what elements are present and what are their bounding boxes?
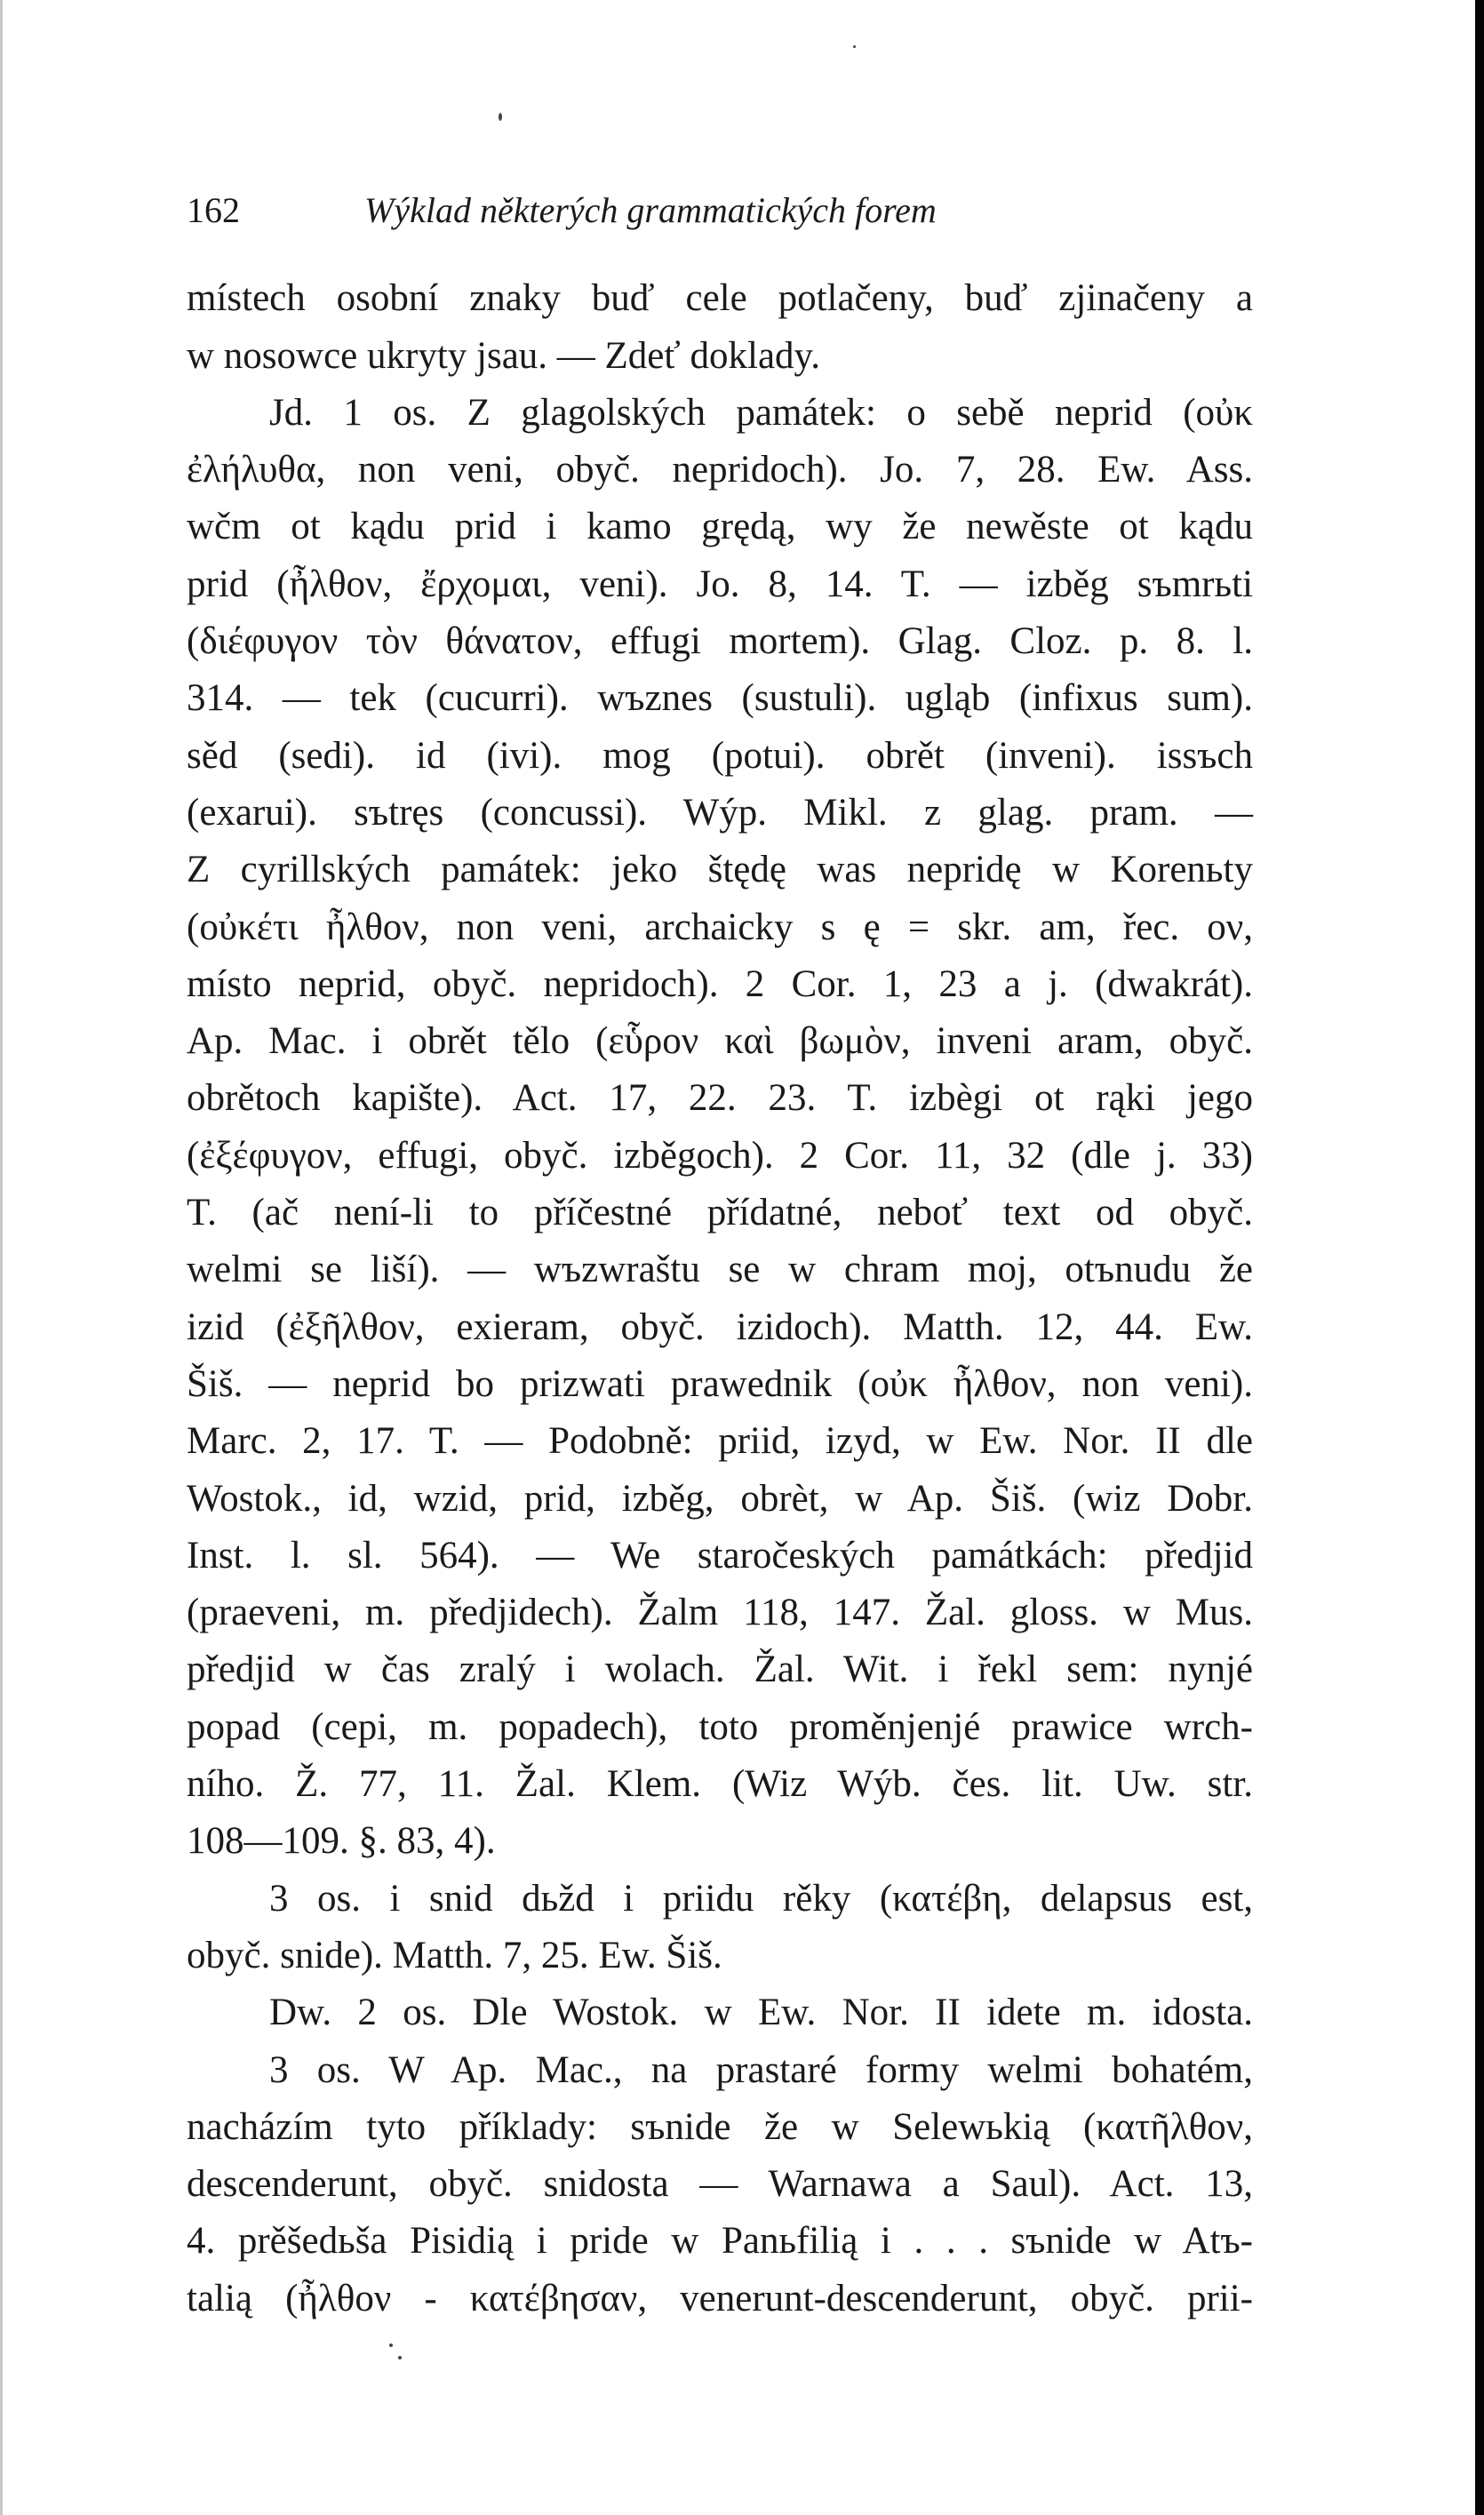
page-header — [187, 182, 1253, 239]
text-line: Dw. 2 os. Dle Wostok. w Ew. Nor. II idete m. idosta. — [269, 1992, 1253, 2034]
text-line: 3 os. i snid dьžd i priidu rěky (κατέβη, delapsus est, — [269, 1877, 1253, 1920]
text-line: descenderunt, obyč. snidosta — Warnawa a Saul). Act. 13, — [187, 2163, 1253, 2206]
text-line: Marc. 2, 17. T. — Podobně: priid, izyd, w Ew. Nor. II dle — [187, 1420, 1253, 1463]
body-text — [187, 270, 1253, 2327]
text-line: Inst. l. sl. 564). — We staročeských památkách: předjid — [187, 1534, 1253, 1577]
text-line: obrětoch kapište). Act. 17, 22. 23. T. izbègi ot rąki jego — [187, 1077, 1253, 1120]
text-line: místech osobní znaky buď cele potlačeny, buď zjinačeny a — [187, 277, 1253, 320]
text-line: (exarui). sъtręs (concussi). Wýp. Mikl. z glag. pram. — — [187, 791, 1253, 834]
text-line: welmi se liší). — wъzwraštu se w chram moj, otъnudu že — [187, 1249, 1253, 1291]
text-line: ního. Ž. 77, 11. Žal. Klem. (Wiz Wýb. čes. lit. Uw. str. — [187, 1763, 1253, 1806]
text-line: 3 os. W Ap. Mac., na prastaré formy welmi bohatém, — [269, 2048, 1253, 2091]
text-line: prid (ἦλθον, ἔρχομαι, veni). Jo. 8, 14. T. — izběg sъmrьti — [187, 563, 1253, 605]
book-page — [187, 182, 1253, 2327]
text-line: talią (ἦλθον - κατέβησαν, venerunt-descenderunt, obyč. prii- — [187, 2277, 1253, 2319]
text-line: Wostok., id, wzid, prid, izběg, obrèt, w Ap. Šiš. (wiz Dobr. — [187, 1477, 1253, 1520]
text-line: 108—109. §. 83, 4). — [187, 1820, 496, 1863]
text-line: sěd (sedi). id (ivi). mog (potui). obrět (inveni). issъch — [187, 734, 1253, 777]
text-line: popad (cepi, m. popadech), toto proměnjenjé prawice wrch- — [187, 1705, 1253, 1748]
text-line: místo neprid, obyč. nepridoch). 2 Cor. 1, 23 a j. (dwakrát). — [187, 962, 1253, 1005]
text-line: (οὐκέτι ἦλθον, non veni, archaicky s ę = skr. am, řec. ον, — [187, 906, 1253, 948]
scan-left-edge — [0, 0, 3, 2515]
text-line: Z cyrillských památek: jeko štędę was nepridę w Korenьty — [187, 849, 1253, 891]
text-line: Šiš. — neprid bo prizwati prawednik (οὐκ ἦλθον, non veni). — [187, 1362, 1253, 1405]
page-number: 162 — [187, 190, 240, 230]
text-line: 4. prěšedьša Pisidią i pride w Panьfilią i . . . sъnide w Atъ- — [187, 2220, 1253, 2263]
text-line: Ap. Mac. i obrět tělo (εὗρον καὶ βωμὸν, inveni aram, obyč. — [187, 1020, 1253, 1063]
text-line: ἐλήλυθα, non veni, obyč. nepridoch). Jo. 7, 28. Ew. Ass. — [187, 449, 1253, 491]
text-line: (ἐξέφυγον, effugi, obyč. izběgoch). 2 Cor. 11, 32 (dle j. 33) — [187, 1134, 1253, 1177]
text-line: wčm ot kądu prid i kamo grędą, wy že newěste ot kądu — [187, 506, 1253, 548]
text-line: izid (ἐξῆλθον, exieram, obyč. izidoch). Matth. 12, 44. Ew. — [187, 1305, 1253, 1348]
text-line: 314. — tek (cucurri). wъznes (sustuli). ugląb (infixus sum). — [187, 677, 1253, 720]
scan-right-border — [1475, 0, 1484, 2515]
running-title: Wýklad některých grammatických forem — [364, 190, 937, 230]
text-line: předjid w čas zralý i wolach. Žal. Wit. i řekl sem: nynjé — [187, 1649, 1253, 1691]
text-line: Jd. 1 os. Z glagolských památek: o sebě neprid (οὐκ — [269, 391, 1253, 434]
text-line: w nosowce ukryty jsau. — Zdeť doklady. — [187, 334, 821, 377]
text-line: obyč. snide). Matth. 7, 25. Ew. Šiš. — [187, 1934, 722, 1976]
text-line: T. (ač není-li to příčestné přídatné, neboť text od obyč. — [187, 1192, 1253, 1234]
scan-speck — [389, 2343, 393, 2347]
text-line: nacházím tyto příklady: sъnide že w Selewьkią (κατῆλθον, — [187, 2105, 1253, 2148]
text-line: (praeveni, m. předjidech). Žalm 118, 147. Žal. gloss. w Mus. — [187, 1592, 1253, 1634]
scan-speck — [398, 2356, 402, 2359]
text-line: (διέφυγον τὸν θάνατον, effugi mortem). Glag. Cloz. p. 8. l. — [187, 620, 1253, 663]
scan-speck — [499, 113, 502, 121]
scan-speck — [853, 45, 856, 48]
